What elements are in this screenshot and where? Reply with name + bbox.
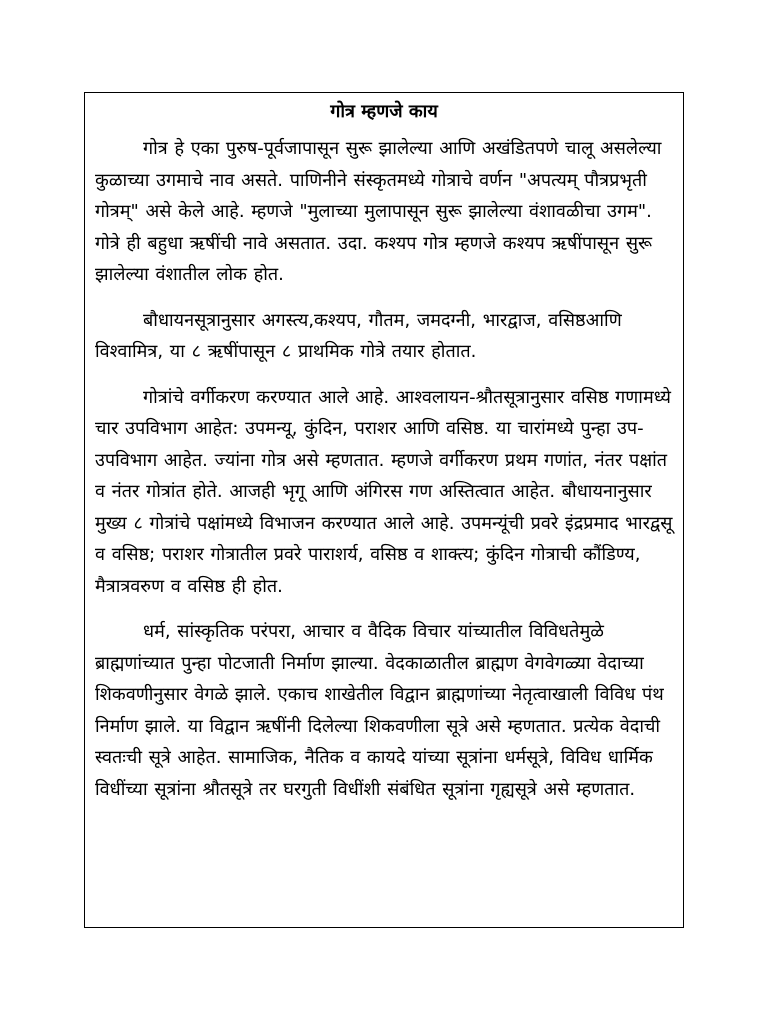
document-title: गोत्र म्हणजे काय <box>330 101 438 122</box>
paragraph-brahmin-subcastes: धर्म, सांस्कृतिक परंपरा, आचार व वैदिक विचार यांच्यातील विविधतेमुळे ब्राह्मणांच्यात पुन्हा पोटजाती निर्माण झाल्या. वेदकाळातील ब्राह्मण वेगवेगळ्या वेदाच्या शिकवणीनुसार वेगळे झाले. एकाच शाखेतील विद्वान ब्राह्मणांच्या नेतृत्वाखाली विविध पंथ निर्माण झाले. या विद्वान ऋषींनी दिलेल्या शिकवणीला सूत्रे असे म्हणतात. प्रत्येक वेदाची स्वतःची सूत्रे आहेत. सामाजिक, नैतिक व कायदे यांच्या सूत्रांना धर्मसूत्रे, विविध धार्मिक विधींच्या सूत्रांना श्रौतसूत्रे तर घरगुती विधींशी संबंधित सूत्रांना गृह्यसूत्रे असे म्हणतात. <box>95 621 664 800</box>
paragraph-gotra-definition: गोत्र हे एका पुरुष-पूर्वजापासून सुरू झालेल्या आणि अखंडितपणे चालू असलेल्या कुळाच्या उगमाचे नाव असते. पाणिनीने संस्कृतमध्ये गोत्राचे वर्णन "अपत्यम् पौत्रप्रभृती गोत्रम्" असे केले आहे. म्हणजे "मुलाच्या मुलापासून सुरू झालेल्या वंशावळीचा उगम". गोत्रे ही बहुधा ऋषींची नावे असतात. उदा. कश्यप गोत्र म्हणजे कश्यप ऋषींपासून सुरू झालेल्या वंशातील लोक होत. <box>95 138 662 285</box>
paragraph-baudhayana-gotras: बौधायनसूत्रानुसार अगस्त्य,कश्यप, गौतम, जमदग्नी, भारद्वाज, वसिष्ठआणि विश्वामित्र, या ८ ऋषींपासून ८ प्राथमिक गोत्रे तयार होतात. <box>95 309 622 362</box>
paragraph-gotra-classification: गोत्रांचे वर्गीकरण करण्यात आले आहे. आश्वलायन-श्रौतसूत्रानुसार वसिष्ठ गणामध्ये चार उपविभाग आहेत: उपमन्यू, कुंदिन, पराशर आणि वसिष्ठ. या चारांमध्ये पुन्हा उप-उपविभाग आहेत. ज्यांना गोत्र असे म्हणतात. म्हणजे वर्गीकरण प्रथम गणांत, नंतर पक्षांत व नंतर गोत्रांत होते. आजही भृगू आणि अंगिरस गण अस्तित्वात आहेत. बौधायनानुसार मुख्य ८ गोत्रांचे पक्षांमध्ये विभाजन करण्यात आले आहे. उपमन्यूंची प्रवरे इंद्रप्रमाद भारद्वसू व वसिष्ठ; पराशर गोत्रातील प्रवरे पाराशर्य, वसिष्ठ व शाक्त्य; कुंदिन गोत्राची कौंडिण्य, मैत्रात्रवरुण व वसिष्ठ ही होत. <box>95 386 673 597</box>
document-frame <box>84 92 684 928</box>
